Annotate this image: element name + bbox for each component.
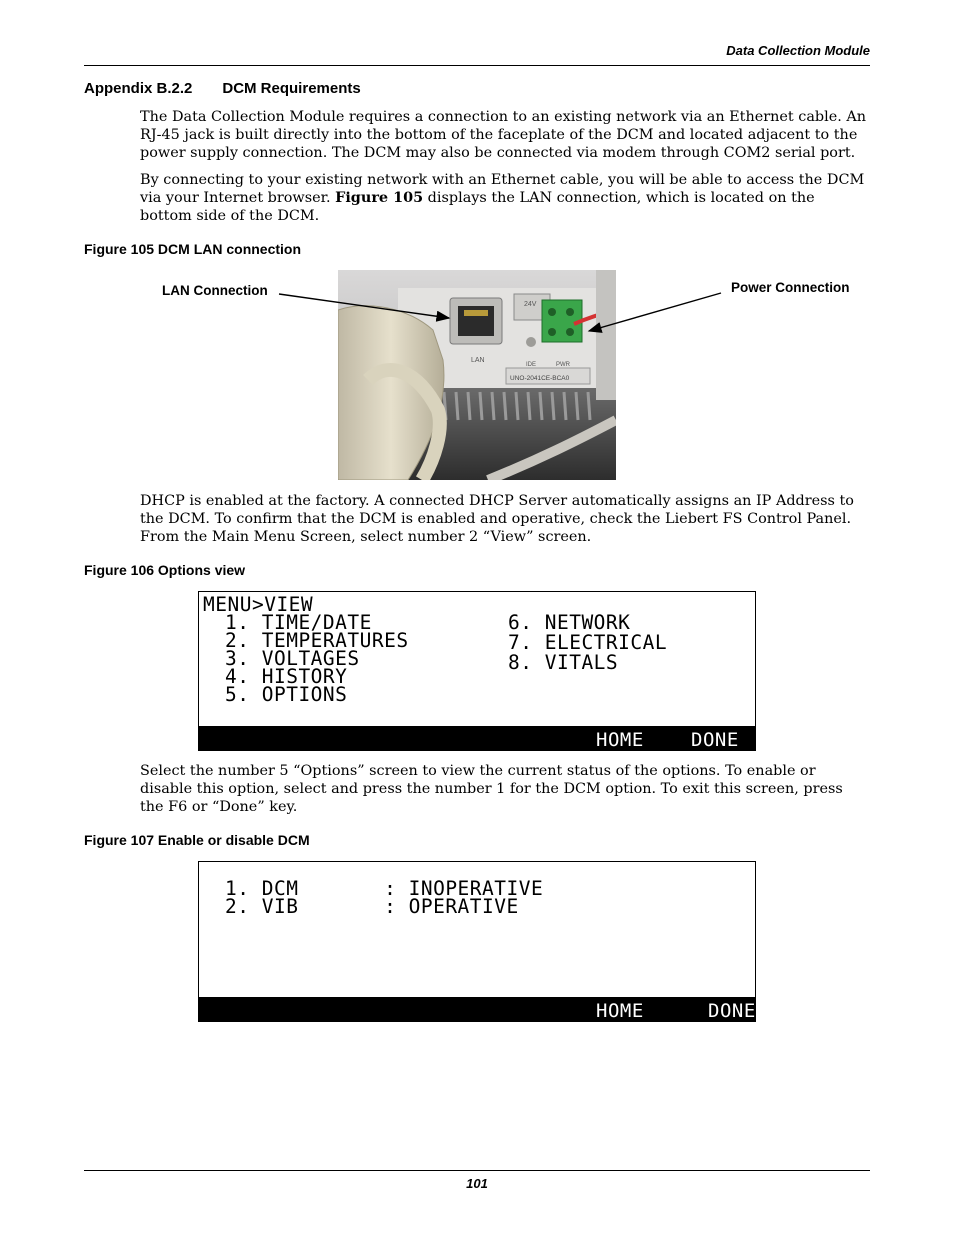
photo-label-model: UNO-2041CE-BCA0 [510, 375, 570, 382]
section-number: Appendix B.2.2 [84, 80, 193, 97]
photo-label-pwr: PWR [556, 362, 570, 368]
paragraph-dhcp: DHCP is enabled at the factory. A connected DHCP Server automatically assigns an IP Address to the DCM. To confirm that the DCM is enabled and operative, check the Liebert FS Control Panel. From the Main Menu Screen, select number 2 “View” screen. [140, 493, 854, 545]
header-rule [84, 65, 870, 66]
figure-106-caption: Figure 106 Options view [84, 562, 246, 578]
paragraph-dcm-network: The Data Collection Module requires a connection to an existing network via an Ethernet cable. An RJ-45 jack is built directly into the bottom of the faceplate of the DCM and located adjacent to the power supply connection. The DCM may also be connected via modem through COM2 serial port. [140, 109, 867, 161]
enable-dcm-screen [198, 861, 756, 1022]
paragraph-text: displays the LAN connection, which is located on the bottom side of the DCM. [140, 190, 815, 224]
menu-item-history: 4. HISTORY [225, 665, 348, 688]
menu-item-temperatures: 2. TEMPERATURES [225, 629, 409, 652]
callout-power-connection: Power Connection [731, 280, 850, 295]
screen-title: MENU>VIEW [203, 593, 314, 616]
option-row-dcm: 1. DCM : INOPERATIVE [225, 877, 544, 900]
photo-label-lan: LAN [471, 357, 485, 364]
menu-item-electrical: 7. ELECTRICAL [508, 631, 668, 654]
home-softkey: HOME [596, 1000, 644, 1022]
menu-item-time-date: 1. TIME/DATE [225, 611, 372, 634]
paragraph-ethernet-access [140, 171, 870, 225]
home-softkey: HOME [596, 729, 644, 751]
done-softkey: DONE [708, 1000, 756, 1022]
softkey-bar [199, 726, 755, 750]
running-header: Data Collection Module [726, 43, 870, 58]
section-title: DCM Requirements [222, 80, 361, 97]
section-heading [84, 80, 361, 97]
figure-reference: Figure 105 [335, 189, 424, 206]
softkey-bar [199, 997, 755, 1021]
dcm-device-illustration [338, 270, 616, 480]
menu-item-voltages: 3. VOLTAGES [225, 647, 360, 670]
dcm-lan-photo [338, 270, 616, 480]
photo-label-ide: IDE [526, 362, 537, 368]
done-softkey: DONE [691, 729, 739, 751]
menu-item-options: 5. OPTIONS [225, 683, 348, 706]
options-view-screen [198, 591, 756, 751]
option-row-vib: 2. VIB : OPERATIVE [225, 895, 519, 918]
callout-lan-connection: LAN Connection [162, 283, 268, 298]
photo-label-voltage: 24V [524, 301, 537, 308]
paragraph-options: Select the number 5 “Options” screen to view the current status of the options. To enable or disable this option, select and press the number 1 for the DCM option. To exit this screen, press the F6 or “Done” key. [140, 763, 843, 815]
figure-105-caption: Figure 105 DCM LAN connection [84, 241, 302, 257]
figure-107-caption: Figure 107 Enable or disable DCM [84, 832, 310, 848]
page-number: 101 [466, 1176, 488, 1191]
footer-rule [84, 1170, 870, 1171]
menu-item-vitals: 8. VITALS [508, 651, 619, 674]
menu-item-network: 6. NETWORK [508, 611, 631, 634]
paragraph-text: By connecting to your existing network with an Ethernet cable, you will be able to access the DCM via your Internet browser. [140, 172, 865, 206]
